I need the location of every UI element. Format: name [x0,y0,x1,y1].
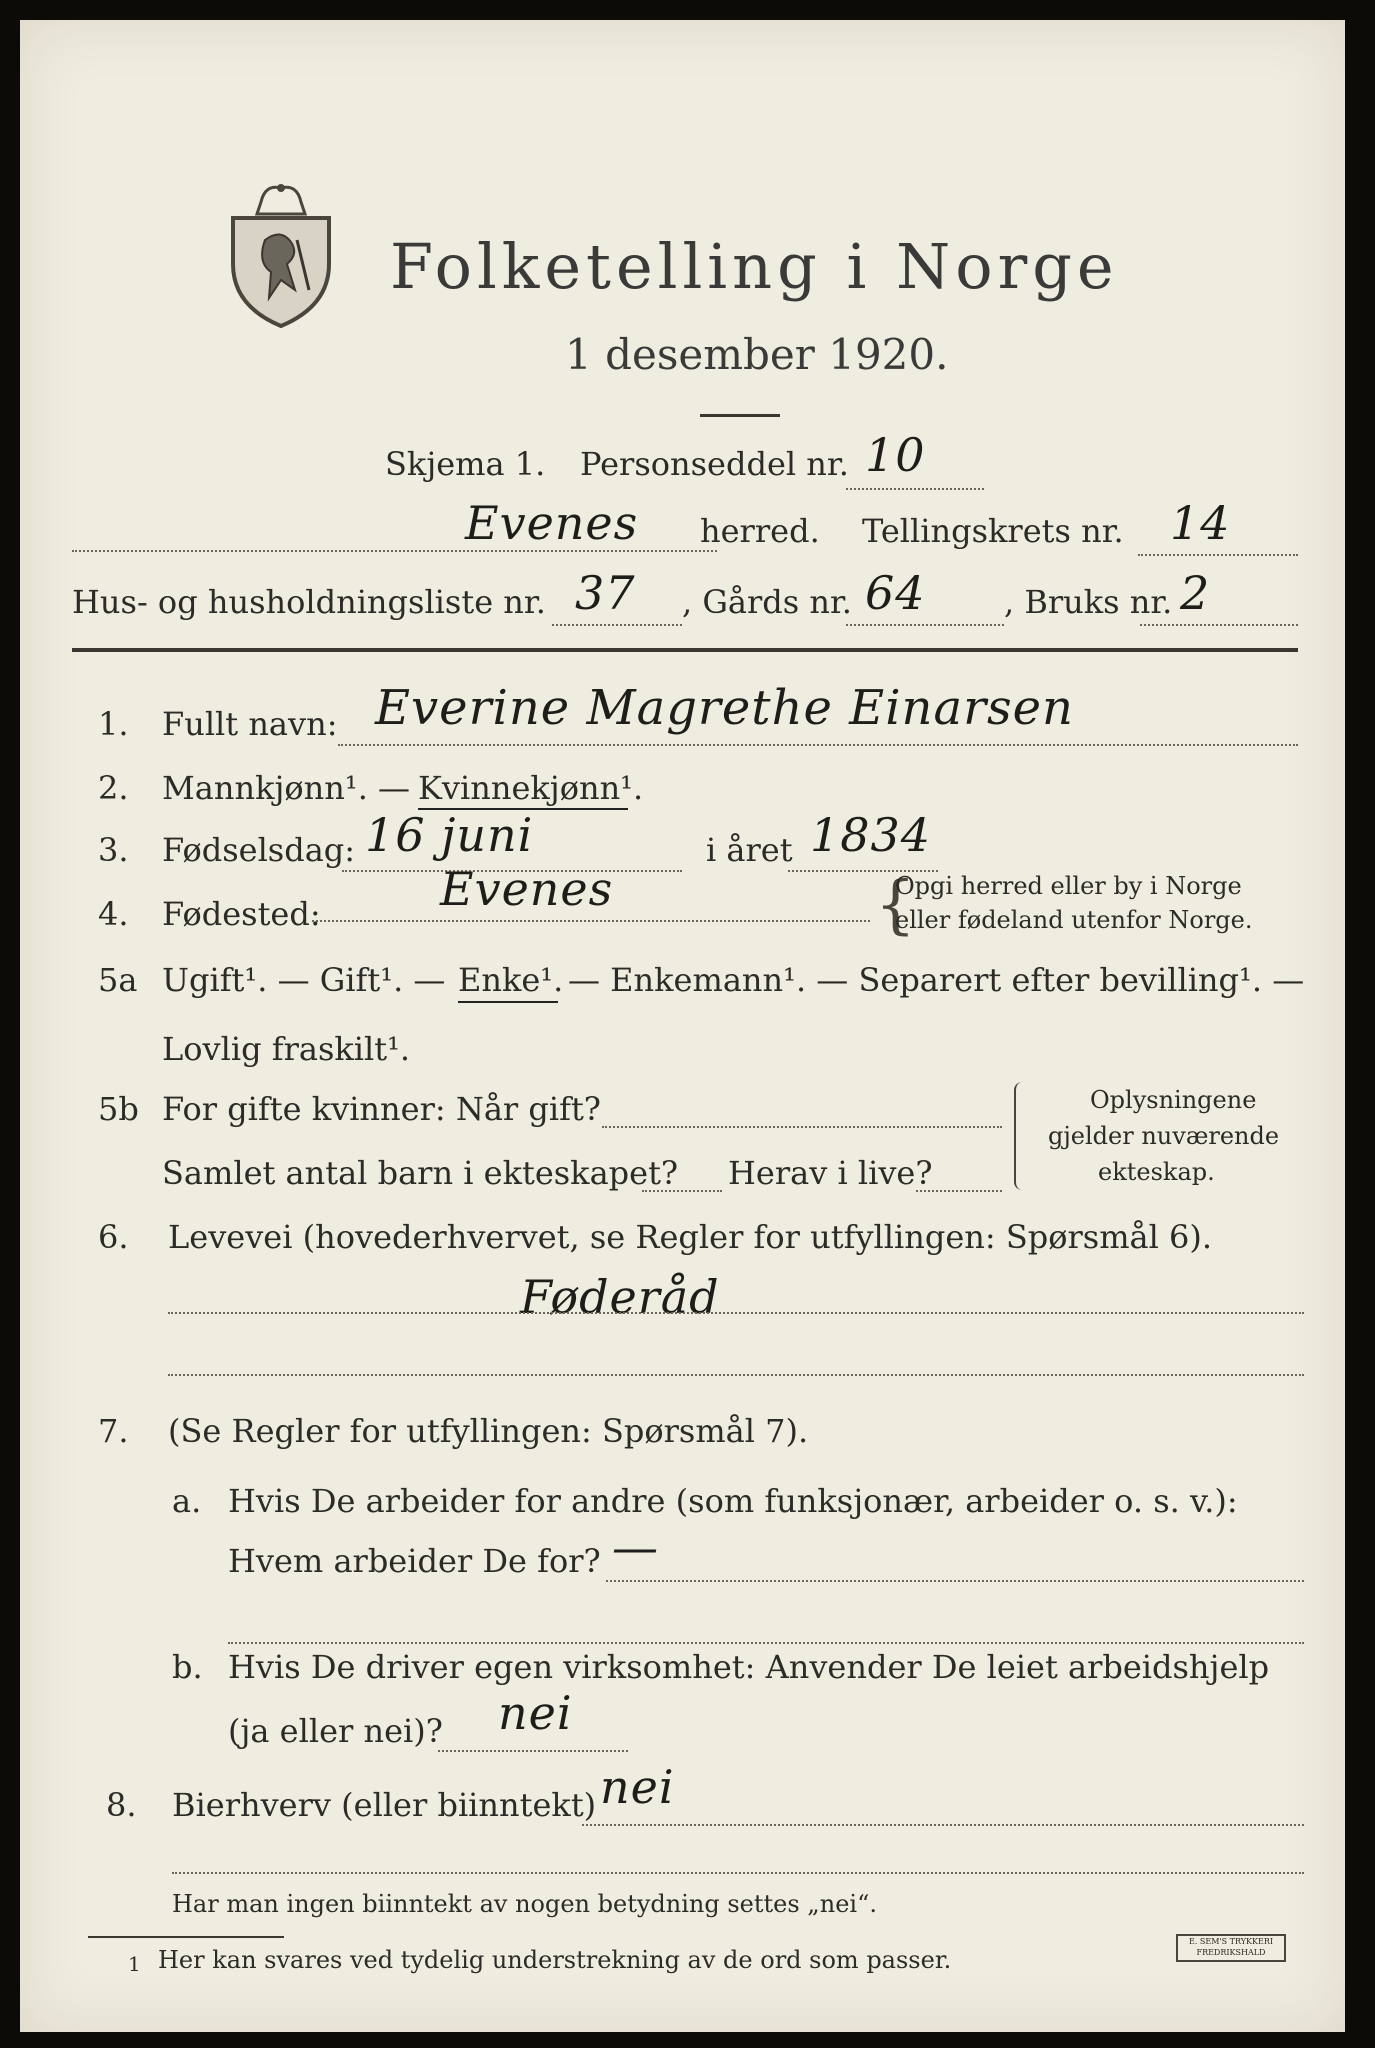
q6-label: Levevei (hovederhvervet, se Regler for utfyllingen: Spørsmål 6). [168,1218,1213,1256]
printer-stamp: E. SEM'S TRYKKERI FREDRIKSHALD [1176,1934,1286,1962]
q2-number: 2. [98,769,129,807]
q4-note-1: Opgi herred eller by i Norge [895,872,1242,900]
q7a-line-2 [228,1642,1304,1644]
hus-value[interactable]: 37 [575,566,636,620]
q6-number: 6. [98,1218,129,1256]
q5b-note-3: ekteskap. [1098,1158,1215,1186]
form-date: 1 desember 1920. [565,330,949,379]
q5a-number: 5a [98,961,138,999]
tellingskrets-line [1138,554,1298,556]
header-rule [72,648,1298,652]
q5b-married-line [602,1126,1002,1128]
bruks-line [1140,624,1298,626]
q8-label: Bierhverv (eller biinntekt) [172,1786,597,1824]
q7b-text: Hvis De driver egen virksomhet: Anvender De leiet arbeidshjelp [228,1648,1270,1686]
q7a-text: Hvis De arbeider for andre (som funksjonær, arbeider o. s. v.): [228,1482,1238,1520]
q7-number: 7. [98,1412,129,1450]
gards-value[interactable]: 64 [865,566,926,620]
q5b-label-alive: Herav i live? [728,1154,933,1192]
q7b-value[interactable]: nei [498,1686,573,1740]
personseddel-label: Personseddel nr. [580,445,849,483]
herred-label: herred. [700,512,820,550]
bruks-value[interactable]: 2 [1180,566,1211,620]
q4-label: Fødested: [162,895,321,933]
q5b-note-2: gjelder nuværende [1048,1122,1280,1150]
personseddel-line [846,488,984,490]
full-name-value[interactable]: Everine Magrethe Einarsen [375,680,1074,736]
q7a-value[interactable]: — [612,1520,659,1574]
q6-line-2 [168,1374,1304,1376]
census-form-sheet [20,20,1345,2032]
q5a-options-rest[interactable]: — Enkemann¹. — Separert efter bevilling¹. — [568,961,1305,999]
q3-number: 3. [98,831,129,869]
title-divider [700,414,780,417]
footer-note: Har man ingen biinntekt av nogen betydning settes „nei“. [172,1890,877,1918]
hus-label: Hus- og husholdningsliste nr. [72,583,546,621]
personseddel-value[interactable]: 10 [865,428,926,482]
q4-brace: { [875,868,916,942]
side-income-value[interactable]: nei [600,1760,675,1814]
q6-line-1 [168,1312,1304,1314]
coat-of-arms-icon [225,180,337,330]
herred-value[interactable]: Evenes [465,496,639,550]
q1-number: 1. [98,705,129,743]
q5b-alive-line [916,1190,1002,1192]
birthday-value[interactable]: 16 juni [365,808,534,862]
q5b-bracket [1014,1082,1024,1190]
hus-line [552,624,682,626]
q4-note-2: eller fødeland utenfor Norge. [895,906,1253,934]
q2-option-male[interactable]: Mannkjønn¹. — [162,769,411,807]
q5a-options[interactable]: Ugift¹. — Gift¹. — [162,961,446,999]
q5a-option-fraskilt[interactable]: Lovlig fraskilt¹. [162,1030,411,1068]
q7b-question: (ja eller nei)? [228,1712,443,1750]
form-title: Folketelling i Norge [390,230,1119,303]
q8-number: 8. [106,1786,137,1824]
tellingskrets-label: Tellingskrets nr. [862,512,1124,550]
q5b-children-line [642,1190,722,1192]
q4-number: 4. [98,895,129,933]
occupation-value[interactable]: Føderåd [520,1270,720,1324]
q5b-label-children: Samlet antal barn i ekteskapet? [162,1154,679,1192]
q3-year-label: i året [706,831,793,869]
q5b-note-1: Oplysningene [1090,1086,1257,1114]
q5a-selection-underline [458,1001,558,1003]
tellingskrets-value[interactable]: 14 [1170,496,1231,550]
q3-label: Fødselsdag: [162,831,356,869]
q1-line [338,744,1298,746]
skjema-label: Skjema 1. [385,445,546,483]
birthplace-value[interactable]: Evenes [440,862,614,916]
q7a-question: Hvem arbeider De for? [228,1542,601,1580]
gards-line [846,624,1004,626]
q8-line-1 [582,1824,1304,1826]
bruks-label: , Bruks nr. [1004,583,1173,621]
q4-line [312,920,870,922]
q7b-letter: b. [172,1648,203,1686]
q8-line-2 [172,1872,1304,1874]
q7-label: (Se Regler for utfyllingen: Spørsmål 7). [168,1412,809,1450]
q5b-label-married: For gifte kvinner: Når gift? [162,1090,601,1128]
footnote-mark: 1 [128,1952,141,1976]
q7b-line [438,1750,628,1752]
birth-year-value[interactable]: 1834 [810,808,932,862]
gards-label: , Gårds nr. [682,583,852,621]
q5b-number: 5b [98,1090,139,1128]
herred-line [72,550,717,552]
q2-option-female[interactable]: Kvinnekjønn¹. [418,769,644,807]
footnote-text: Her kan svares ved tydelig understrekning av de ord som passer. [158,1946,952,1974]
q7a-letter: a. [172,1482,202,1520]
q5a-option-enke[interactable]: Enke¹. [458,961,564,999]
q1-label: Fullt navn: [162,705,338,743]
q7a-line-1 [606,1580,1304,1582]
footnote-rule [88,1936,284,1938]
